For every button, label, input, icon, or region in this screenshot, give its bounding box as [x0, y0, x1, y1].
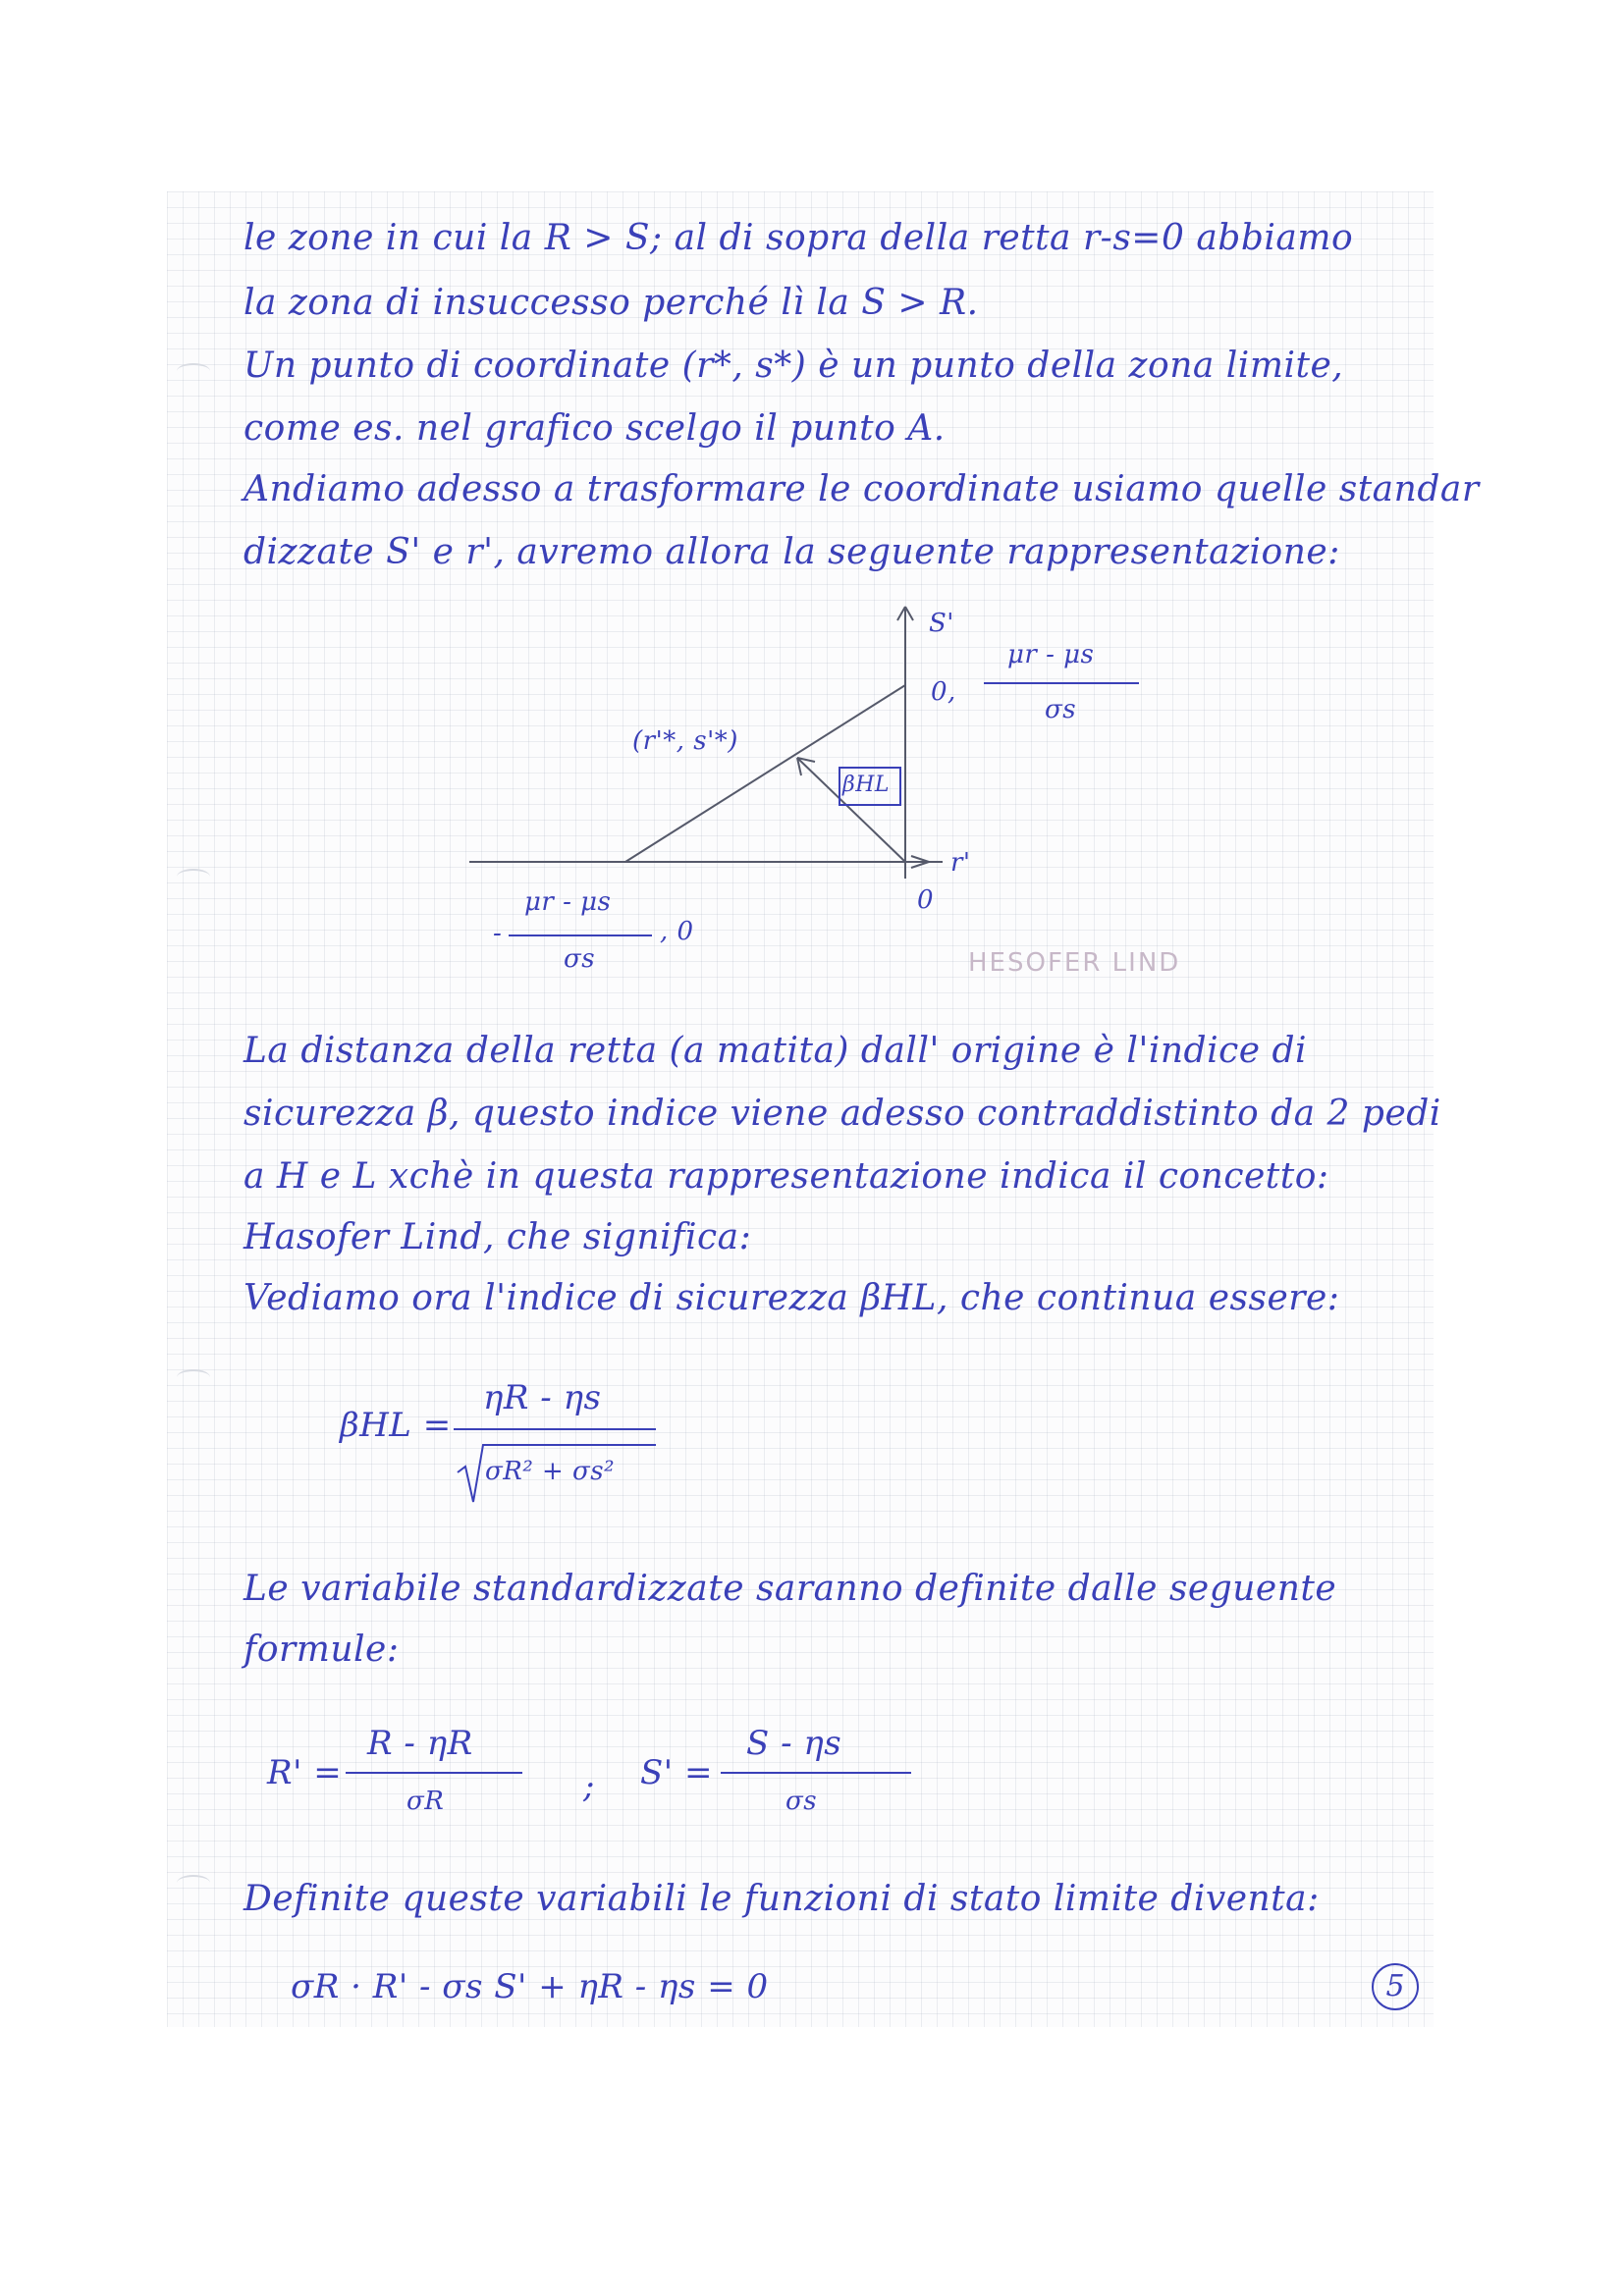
text-line: sicurezza β, questo indice viene adesso contraddistinto da 2 pedi [244, 1094, 1441, 1134]
design-point-label: (r'*, s'*) [632, 726, 738, 756]
formula-separator: ; [583, 1767, 595, 1806]
text-line: come es. nel grafico scelgo il punto A. [244, 408, 946, 449]
top-point-label: 0, [931, 677, 956, 707]
hasofer-lind-stamp: HESOFER LIND [968, 948, 1181, 978]
beta-numerator: ηR - ηs [483, 1378, 602, 1417]
beta-hl-lhs: βHL = [340, 1406, 452, 1445]
page-number: 5 [1372, 1963, 1419, 2010]
text-line: la zona di insuccesso perché lì la S > R. [244, 283, 979, 323]
beta-denominator: σR² + σs² [485, 1457, 616, 1486]
text-line: le zone in cui la R > S; al di sopra della retta r-s=0 abbiamo [244, 218, 1354, 258]
r-prime-lhs: R' = [267, 1753, 343, 1792]
top-fraction-denominator: σs [1045, 695, 1077, 724]
s-prime-denominator: σs [785, 1787, 818, 1816]
y-axis-label: S' [929, 609, 954, 638]
s-prime-lhs: S' = [640, 1753, 713, 1792]
r-prime-numerator: R - ηR [367, 1724, 473, 1763]
text-line: formule: [244, 1629, 400, 1670]
limit-state-function: σR · R' - σs S' + ηR - ηs = 0 [291, 1967, 769, 2006]
text-line: Definite queste variabili le funzioni di stato limite diventa: [244, 1879, 1320, 1919]
text-line: Hasofer Lind, che significa: [244, 1217, 752, 1257]
text-line: Le variabile standardizzate saranno definite dalle seguente [244, 1569, 1337, 1609]
s-prime-numerator: S - ηs [746, 1724, 842, 1763]
origin-label: 0 [917, 885, 935, 915]
r-prime-denominator: σR [406, 1787, 445, 1816]
left-minus-sign: - [493, 919, 503, 948]
x-axis-label: r' [950, 848, 971, 878]
text-line: La distanza della retta (a matita) dall' origine è l'indice di [244, 1031, 1308, 1071]
text-line: Un punto di coordinate (r*, s*) è un punto della zona limite, [244, 346, 1344, 386]
text-line: Vediamo ora l'indice di sicurezza βHL, che continua essere: [244, 1278, 1340, 1318]
text-line: dizzate S' e r', avremo allora la seguente rappresentazione: [244, 532, 1340, 572]
left-fraction-denominator: σs [564, 944, 596, 974]
text-line: Andiamo adesso a trasformare le coordinate usiamo quelle standar [244, 469, 1480, 509]
left-fraction-numerator: μr - μs [524, 887, 612, 917]
left-point-suffix: , 0 [660, 917, 694, 946]
beta-hl-label: βHL [842, 773, 891, 797]
text-line: a H e L xchè in questa rappresentazione indica il concetto: [244, 1156, 1329, 1197]
top-fraction-numerator: μr - μs [1007, 640, 1095, 669]
